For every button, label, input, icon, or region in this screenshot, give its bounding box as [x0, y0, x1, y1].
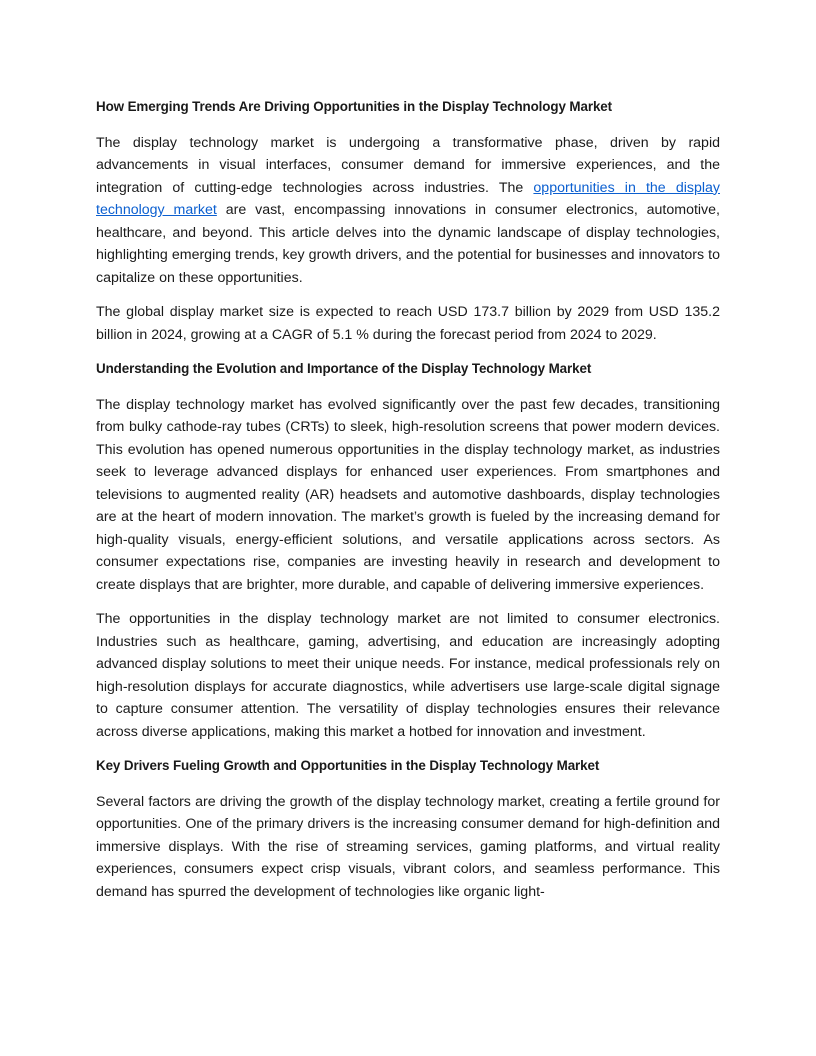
intro-paragraph	[96, 132, 720, 290]
intro-text-end: are vast, encompassing innovations in consumer electronics, automotive, healthcare, and beyond. This article delves into the dynamic landscape of display technologies, highlighting emerging trends, key growth drivers, and the potential for businesses and innovators to capitalize on these opportunities.	[96, 202, 720, 286]
drivers-heading: Key Drivers Fueling Growth and Opportunities in the Display Technology Market	[96, 758, 600, 773]
applications-paragraph: The opportunities in the display technology market are not limited to consumer electronics. Industries such as healthcare, gaming, advertising, and education are increasingly adopting advanced display solutions to meet their unique needs. For instance, medical professionals rely on high-resolution displays for accurate diagnostics, while advertisers use large-scale digital signage to capture consumer attention. The versatility of display technologies ensures their relevance across diverse applications, making this market a hotbed for innovation and investment.	[96, 611, 720, 740]
opportunities-link[interactable]: opportunities in the display technology market	[96, 179, 720, 218]
evolution-heading: Understanding the Evolution and Importance of the Display Technology Market	[96, 361, 592, 376]
intro-text-start: The display technology market is undergoing a transformative phase, driven by rapid advancements in visual interfaces, consumer demand for immersive experiences, and the integration of cutting-edge technologies across industries. The	[96, 134, 720, 196]
evolution-paragraph: The display technology market has evolved significantly over the past few decades, transitioning from bulky cathode-ray tubes (CRTs) to sleek, high-resolution screens that power modern devices. This evolution has opened numerous opportunities in the display technology market, as industries seek to leverage advanced displays for enhanced user experiences. From smartphones and televisions to augmented reality (AR) headsets and automotive dashboards, display technologies are at the heart of modern innovation. The market’s growth is fueled by the increasing demand for high-quality visuals, energy-efficient solutions, and versatile applications across sectors. As consumer expectations rise, companies are investing heavily in research and development to create displays that are brighter, more durable, and capable of delivering immersive experiences.	[96, 396, 720, 593]
drivers-paragraph: Several factors are driving the growth of the display technology market, creating a fertile ground for opportunities. One of the primary drivers is the increasing consumer demand for high-definition and immersive displays. With the rise of streaming services, gaming platforms, and virtual reality experiences, consumers expect crisp visuals, vibrant colors, and seamless performance. This demand has spurred the development of technologies like organic light-	[96, 793, 720, 900]
market-size-paragraph: The global display market size is expected to reach USD 173.7 billion by 2029 from USD 135.2 billion in 2024, growing at a CAGR of 5.1 % during the forecast period from 2024 to 2029.	[96, 304, 720, 343]
article-title: How Emerging Trends Are Driving Opportunities in the Display Technology Market	[96, 99, 612, 114]
document-page	[96, 96, 720, 903]
